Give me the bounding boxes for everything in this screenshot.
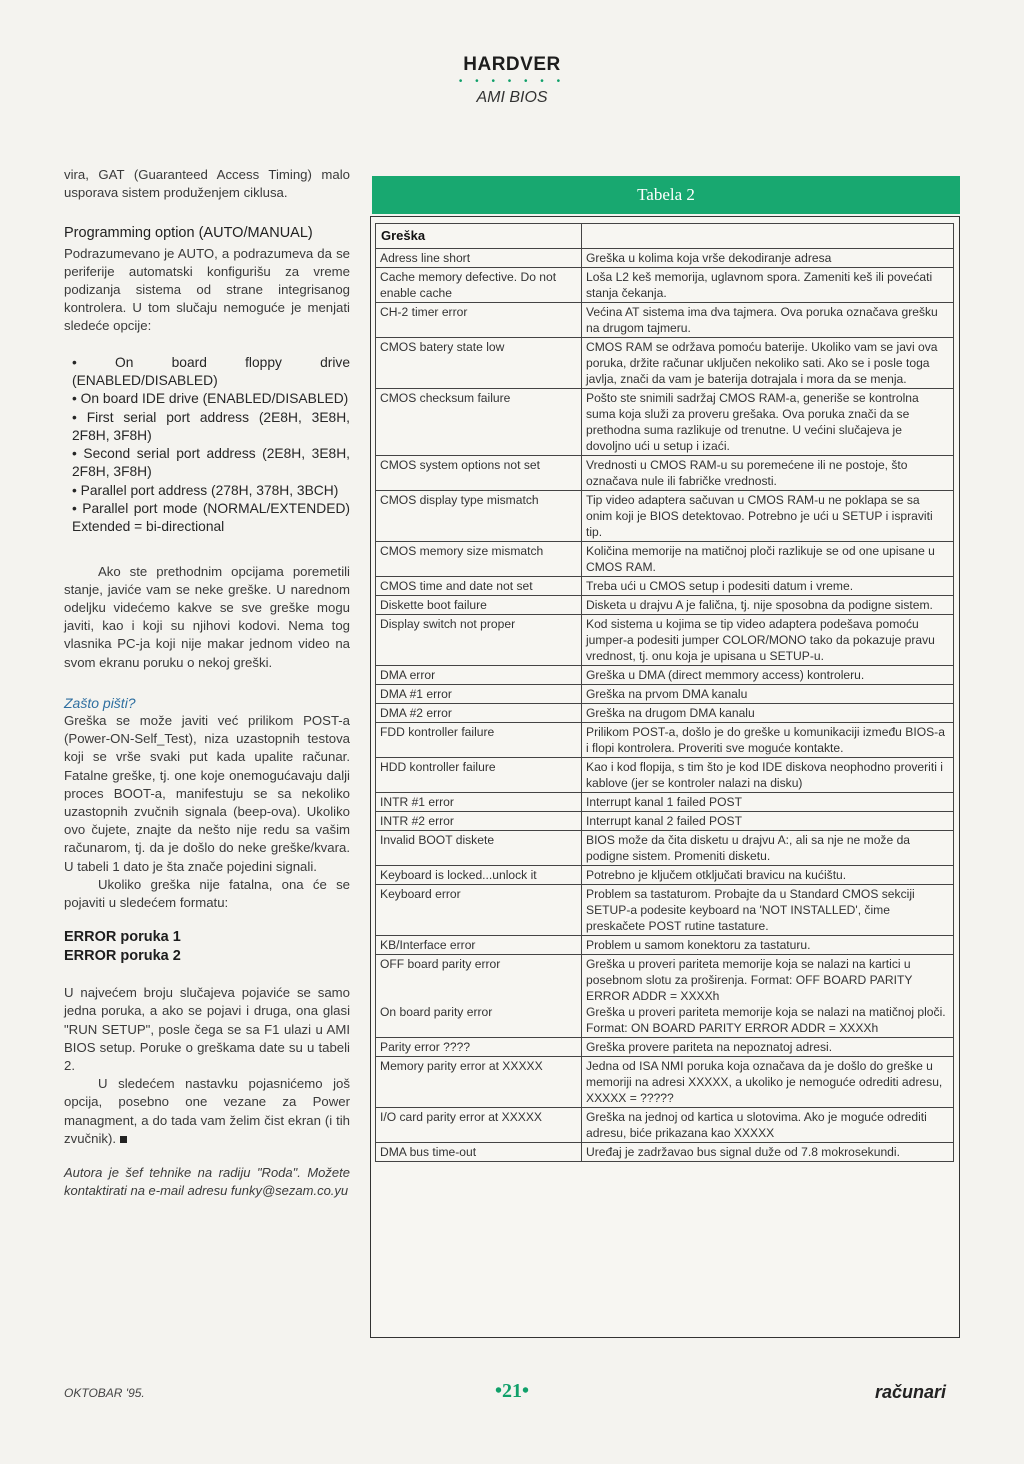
option-item: • Parallel port mode (NORMAL/EXTENDED) Extended = bi-directional (72, 501, 350, 535)
error-name-cell: CMOS checksum failure (376, 389, 582, 456)
error-description-cell: Uređaj je zadržavao bus signal duže od 7.8 mokrosekundi. (582, 1143, 954, 1162)
paragraph-6: U sledećem nastavku pojasnićemo još opcija, posebno one vezane za Power managment, a do tada vam želim čist ekran (i tih zvučnik). (64, 1076, 350, 1146)
table-row (376, 936, 954, 955)
table-row (376, 303, 954, 338)
error-name-cell: Adress line short (376, 249, 582, 268)
error-name-cell: Invalid BOOT diskete (376, 831, 582, 866)
error-line: ERROR poruka 2 (64, 948, 181, 965)
error-description-cell: Pošto ste snimili sadržaj CMOS RAM-a, generiše se kontrolna suma koja služi za proveru grešaka. Ova poruka znači da se prethodna suma razlikuje od trenutne. U većini slučajeva je dovoljno ući u setup i izaći. (582, 389, 954, 456)
error-description-cell: Interrupt kanal 1 failed POST (582, 793, 954, 812)
error-description-cell: Greška u proveri pariteta memorije koja se nalazi na kartici u posebnom slotu za proširenja. Format: OFF BOARD PARITY ERROR ADDR = XXXXh Greška u proveri pariteta memorije koja se nalazi na matičnoj ploči. Format: ON BOARD PARITY ERROR ADDR = XXXXh (582, 955, 954, 1038)
error-description-cell: Potrebno je ključem otključati bravicu na kućištu. (582, 866, 954, 885)
error-name-cell: CMOS batery state low (376, 338, 582, 389)
table-row (376, 1038, 954, 1057)
page-number: •21• (494, 1380, 529, 1402)
paragraph-2: Ako ste prethodnim opcijama poremetili stanje, javiće vam se neke greške. U narednom odeljku videćemo kakve se sve greške mogu javiti, kao i koji su njihovi kodovi. Nema tog vlasnika PC-ja koji nije makar jednom video na svom ekranu poruku o nekoj greški. (64, 563, 350, 670)
paragraph-5: U najvećem broju slučajeva pojaviće se samo jedna poruka, a ako se pojavi i druga, ona glasi "RUN SETUP", posle čega se sa F1 ulazi u AMI BIOS setup. Poruke o greškama date su u tabeli 2. (64, 985, 350, 1074)
error-description-cell: Loša L2 keš memorija, uglavnom spora. Zameniti keš ili povećati stanja čekanja. (582, 268, 954, 303)
table-title: Tabela 2 (372, 176, 960, 214)
paragraph-1: Podrazumevano je AUTO, a podrazumeva da se periferije automatski konfigurišu za vreme podizanja sistema od strane integrisanog kontrolera. U tom slučaju nemoguće je menjati sledeće opcije: (64, 245, 350, 334)
error-name-cell: I/O card parity error at XXXXX (376, 1108, 582, 1143)
paragraph-4: Ukoliko greška nije fatalna, ona će se pojaviti u sledećem formatu: (64, 876, 350, 911)
table-row (376, 685, 954, 704)
table-row (376, 723, 954, 758)
author-note: Autora je šef tehnike na radiju "Roda". Možete kontaktirati na e-mail adresu funky@sezam.co.yu (64, 1165, 350, 1199)
error-description-cell: Prilikom POST-a, došlo je do greške u komunikaciji između BIOS-a i flopi kontrolera. Proveriti sve moguće kontakte. (582, 723, 954, 758)
table-row (376, 793, 954, 812)
section-heading: Programming option (AUTO/MANUAL) (64, 225, 313, 242)
article-text-column (64, 166, 350, 1200)
table-row (376, 249, 954, 268)
table-row (376, 577, 954, 596)
table-body (376, 249, 954, 1162)
error-description-cell: Greška na jednoj od kartica u slotovima. Ako je moguće odrediti adresu, biće prikazana kao XXXXX (582, 1108, 954, 1143)
error-line: ERROR poruka 1 (64, 929, 181, 946)
error-description-cell: Greška u kolima koja vrše dekodiranje adresa (582, 249, 954, 268)
error-name-cell: Keyboard is locked...unlock it (376, 866, 582, 885)
table-header-row (376, 224, 954, 249)
error-name-cell: Display switch not proper (376, 615, 582, 666)
error-name-cell: CMOS memory size mismatch (376, 542, 582, 577)
error-table (375, 223, 954, 1162)
table-row (376, 338, 954, 389)
error-description-cell: Greška provere pariteta na nepoznatoj adresi. (582, 1038, 954, 1057)
error-description-cell: Greška na drugom DMA kanalu (582, 704, 954, 723)
error-description-cell: BIOS može da čita disketu u drajvu A:, ali sa nje ne može da podigne sistem. Promeniti disketu. (582, 831, 954, 866)
error-name-cell: HDD kontroller failure (376, 758, 582, 793)
error-description-cell: Interrupt kanal 2 failed POST (582, 812, 954, 831)
page-header (0, 54, 1024, 107)
error-name-cell: DMA #1 error (376, 685, 582, 704)
error-name-cell: INTR #2 error (376, 812, 582, 831)
error-description-cell: Greška u DMA (direct memmory access) kontroleru. (582, 666, 954, 685)
table-row (376, 758, 954, 793)
end-mark-icon (120, 1136, 127, 1143)
table-row (376, 389, 954, 456)
error-name-cell: FDD kontroller failure (376, 723, 582, 758)
option-item: • Second serial port address (2E8H, 3E8H, 2F8H, 3F8H) (72, 446, 350, 480)
column-header-error: Greška (376, 224, 582, 249)
error-description-cell: Kod sistema u kojima se tip video adaptera podešava pomoću jumper-a podesiti jumper COLOR/MONO tako da pokazuje pravu vrednost, tj. onu koja je upisana u SETUP-u. (582, 615, 954, 666)
error-description-cell: Problem u samom konektoru za tastaturu. (582, 936, 954, 955)
table-row (376, 866, 954, 885)
error-description-cell: Jedna od ISA NMI poruka koja označava da je došlo do greške u memoriji na adresi XXXXX, a ukoliko je nemoguće odrediti adresu, XXXXX = ????? (582, 1057, 954, 1108)
error-description-cell: Greška na prvom DMA kanalu (582, 685, 954, 704)
table-row (376, 1057, 954, 1108)
paragraph-3: Greška se može javiti već prilikom POST-a (Power-ON-Self_Test), niza uzastopnih testova koji se vrše svaki put kada upalite računar. Fatalne greške, tj. one koje onemogućavaju dalji proces BOOT-a, manifestuju se sa nekoliko uzastopnih zvučnih signala (beep-ova). Ukoliko ovo čujete, znajte da nešto nije redu sa vašim računarom, tj. da je došlo do neke greške/kvara. U tabeli 1 dato je šta znače pojedini signali. (64, 713, 350, 874)
table-row (376, 885, 954, 936)
error-name-cell: CMOS time and date not set (376, 577, 582, 596)
issue-date: OKTOBAR '95. (64, 1386, 145, 1400)
table-row (376, 1108, 954, 1143)
error-name-cell: Memory parity error at XXXXX (376, 1057, 582, 1108)
error-name-cell: OFF board parity error On board parity error (376, 955, 582, 1038)
error-name-cell: DMA #2 error (376, 704, 582, 723)
option-item: • First serial port address (2E8H, 3E8H, 2F8H, 3F8H) (72, 409, 350, 443)
article-subtitle: AMI BIOS (476, 89, 548, 106)
section-title: HARDVER (463, 54, 561, 75)
option-list (72, 354, 350, 537)
table-row (376, 812, 954, 831)
error-description-cell: Vrednosti u CMOS RAM-u su poremećene ili ne postoje, što označava nule ili fabričke vrednosti. (582, 456, 954, 491)
error-name-cell: CMOS display type mismatch (376, 491, 582, 542)
error-description-cell: Treba ući u CMOS setup i podesiti datum i vreme. (582, 577, 954, 596)
table-row (376, 704, 954, 723)
error-description-cell: CMOS RAM se održava pomoću baterije. Ukoliko vam se javi ova poruka, držite računar uključen nekoliko sati. Ako se i posle toga javlja, znači da vam je baterija dotrajala i mora da se menja. (582, 338, 954, 389)
option-item: • On board floppy drive (ENABLED/DISABLED) (72, 354, 350, 388)
subheading: Zašto pišti? (64, 694, 136, 711)
intro-paragraph: vira, GAT (Guaranteed Access Timing) malo usporava sistem produženjem ciklusa. (64, 167, 350, 201)
option-item: • Parallel port address (278H, 378H, 3BCH) (72, 482, 339, 498)
error-table-frame (370, 216, 960, 1338)
error-description-cell: Problem sa tastaturom. Probajte da u Standard CMOS sekciji SETUP-a podesite keyboard na 'NOT INSTALLED', čime preskačete POST rutine tastature. (582, 885, 954, 936)
table-row (376, 666, 954, 685)
error-name-cell: INTR #1 error (376, 793, 582, 812)
table-row (376, 456, 954, 491)
table-row (376, 1143, 954, 1162)
error-name-cell: KB/Interface error (376, 936, 582, 955)
magazine-name: računari (874, 1382, 946, 1402)
table-row (376, 542, 954, 577)
error-name-cell: Parity error ???? (376, 1038, 582, 1057)
table-row (376, 596, 954, 615)
error-description-cell: Količina memorije na matičnoj ploči razlikuje se od one upisane u CMOS RAM. (582, 542, 954, 577)
error-name-cell: DMA bus time-out (376, 1143, 582, 1162)
error-name-cell: Keyboard error (376, 885, 582, 936)
error-name-cell: DMA error (376, 666, 582, 685)
error-description-cell: Disketa u drajvu A je falična, tj. nije sposobna da podigne sistem. (582, 596, 954, 615)
error-name-cell: CH-2 timer error (376, 303, 582, 338)
decorative-dots: • • • • • • • (458, 76, 566, 87)
table-row (376, 268, 954, 303)
error-description-cell: Većina AT sistema ima dva tajmera. Ova poruka označava grešku na drugom tajmeru. (582, 303, 954, 338)
error-name-cell: Cache memory defective. Do not enable cache (376, 268, 582, 303)
table-row (376, 491, 954, 542)
table-row (376, 831, 954, 866)
option-item: • On board IDE drive (ENABLED/DISABLED) (72, 391, 349, 407)
table-row (376, 615, 954, 666)
error-description-cell: Kao i kod flopija, s tim što je kod IDE diskova neophodno proveriti i kablove (jer se kontroler nalazi na disku) (582, 758, 954, 793)
error-name-cell: Diskette boot failure (376, 596, 582, 615)
error-description-cell: Tip video adaptera sačuvan u CMOS RAM-u ne poklapa se sa onim koji je BIOS detektovao. Potrebno je ući u SETUP i ispraviti tip. (582, 491, 954, 542)
error-format (64, 928, 350, 966)
error-name-cell: CMOS system options not set (376, 456, 582, 491)
column-header-description (582, 224, 954, 249)
table-row (376, 955, 954, 1038)
